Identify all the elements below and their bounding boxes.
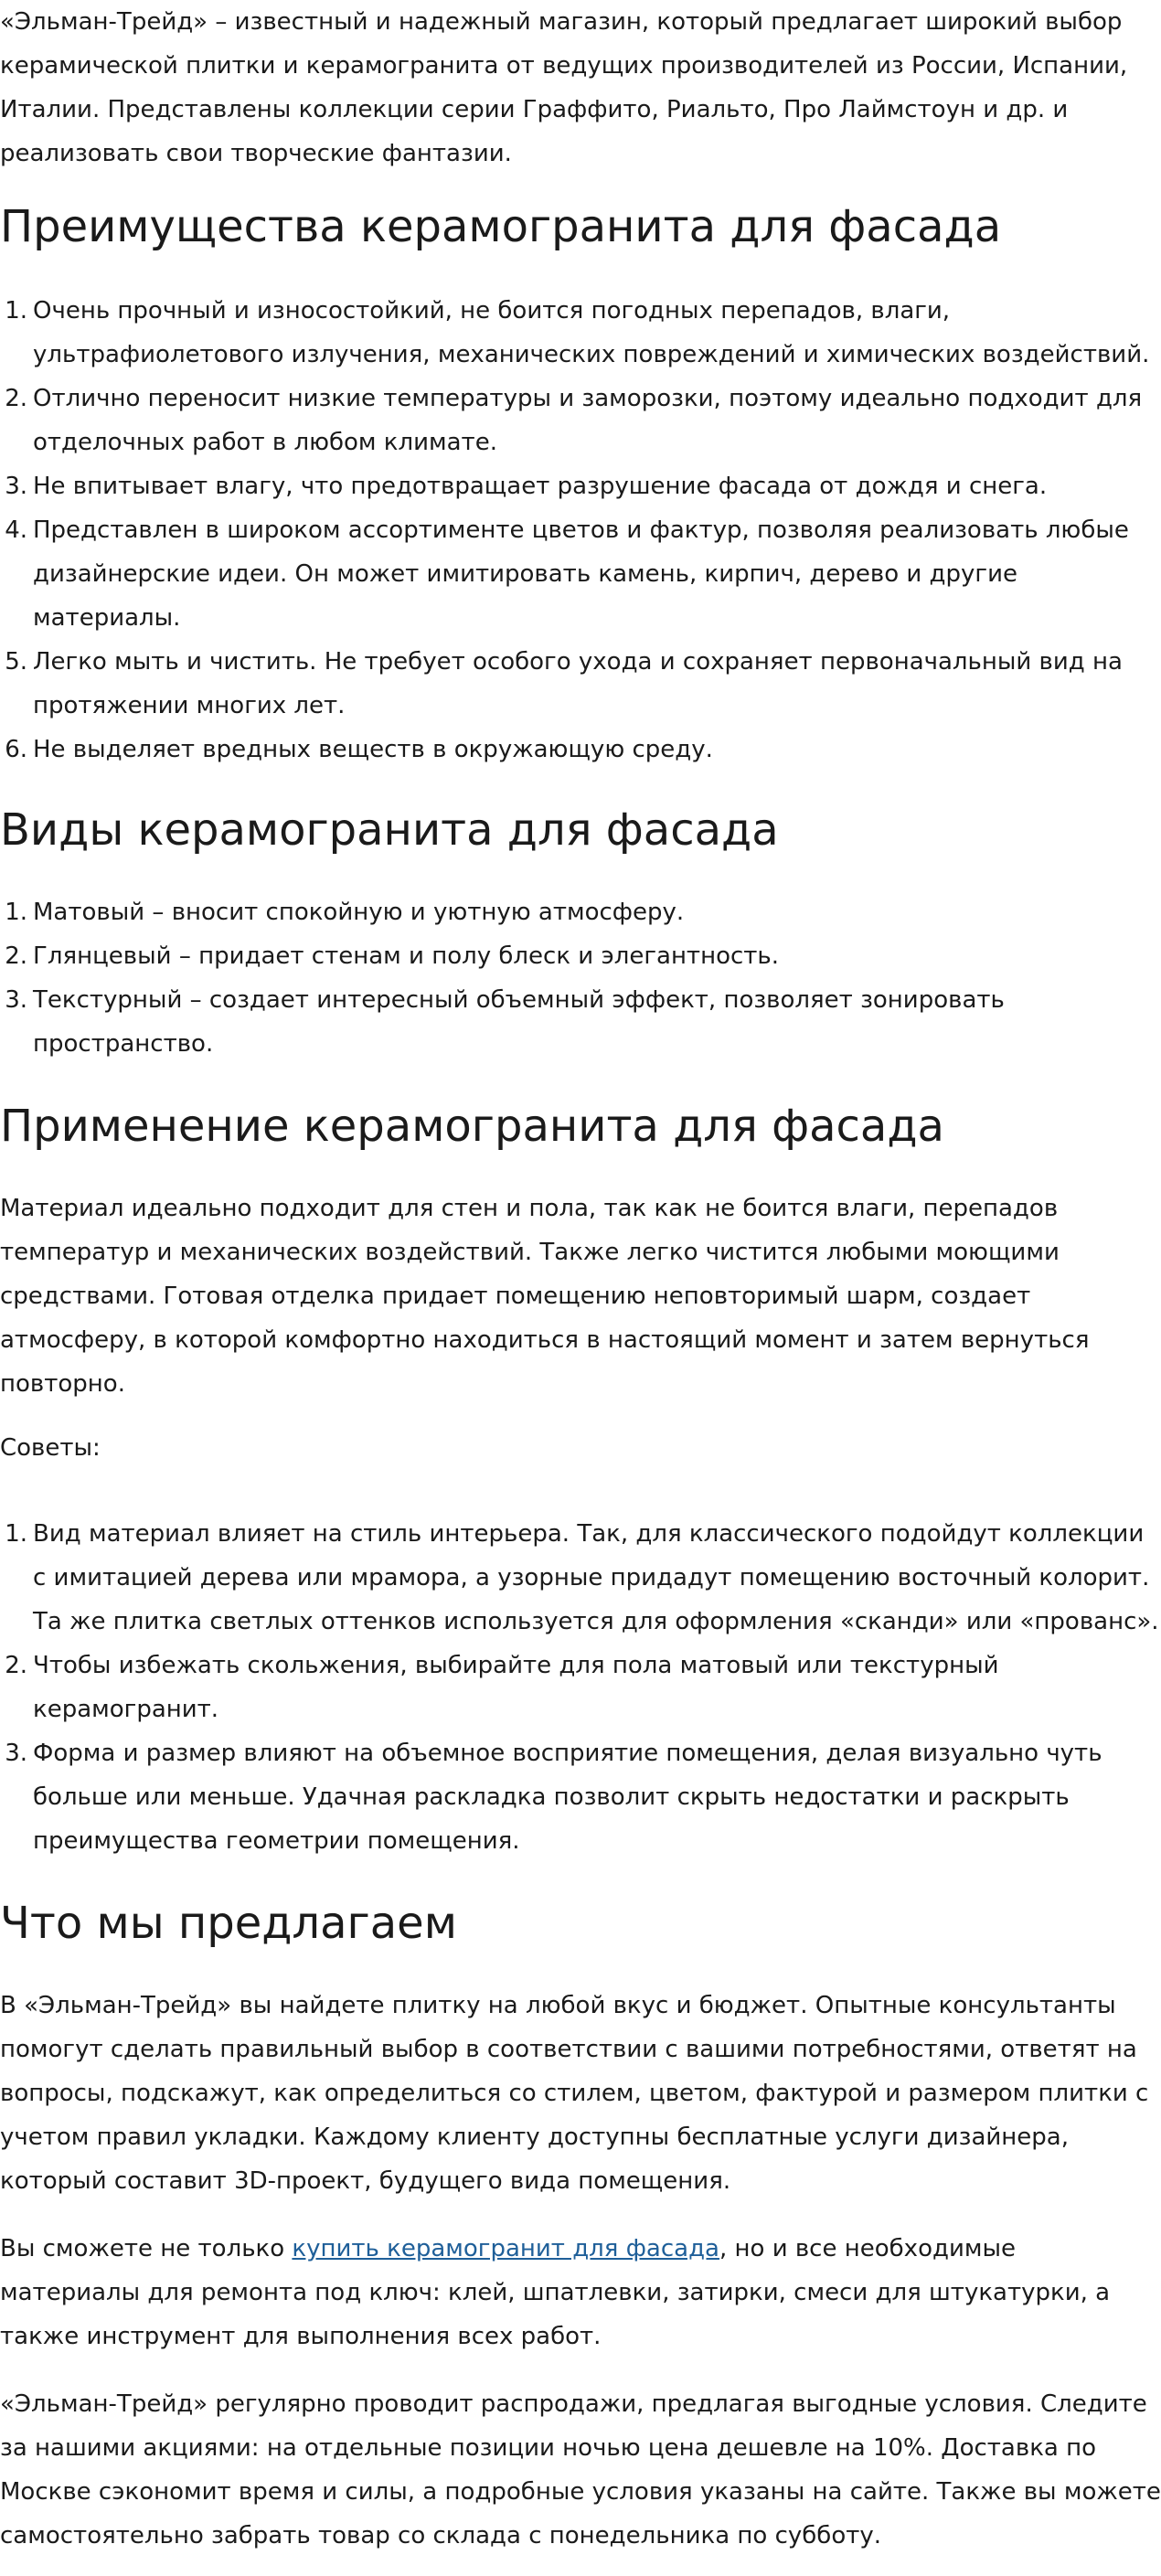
list-item-text: Легко мыть и чистить. Не требует особого ухода и сохраняет первоначальный вид на протяжении многих лет.: [33, 648, 1123, 719]
tips-label: Советы:: [0, 1434, 101, 1462]
advantages-list: [0, 289, 1161, 772]
offer-paragraph-3: «Эльман-Трейд» регулярно проводит распродажи, предлагая выгодные условия. Следите за нашими акциями: на отдельные позиции ночью цена дешевле на 10%. Доставка по Москве сэкономит время и силы, а подробные условия указаны на сайте. Также вы можете самостоятельно забрать товар со склада с понедельника по субботу.: [0, 2390, 1161, 2549]
list-number: 2.: [5, 942, 27, 970]
list-item-text: Вид материал влияет на стиль интерьера. Так, для классического подойдут коллекции с имитацией дерева или мрамора, а узорные придадут помещению восточный колорит. Та же плитка светлых оттенков используется для оформления «сканди» или «прованс».: [33, 1520, 1159, 1635]
list-number: 2.: [5, 385, 27, 412]
list-number: 1.: [5, 899, 27, 926]
list-number: 6.: [5, 736, 27, 763]
list-item: [5, 464, 1161, 508]
list-number: 2.: [5, 1652, 27, 1679]
list-item-text: Не выделяет вредных веществ в окружающую среду.: [33, 736, 713, 763]
tips-list: [0, 1512, 1161, 1863]
list-item: [5, 978, 1161, 1066]
list-item: [5, 508, 1161, 640]
list-item: [5, 640, 1161, 728]
intro-paragraph: «Эльман-Трейд» – известный и надежный магазин, который предлагает широкий выбор керамической плитки и керамогранита от ведущих производителей из России, Испании, Италии. Представлены коллекции серии Граффито, Риальто, Про Лаймстоун и др. и реализовать свои творческие фантазии.: [0, 8, 1128, 167]
buy-facade-porcelain-link[interactable]: купить керамогранит для фасада: [292, 2235, 719, 2262]
list-number: 1.: [5, 297, 27, 325]
list-number: 5.: [5, 648, 27, 676]
list-item-text: Чтобы избежать скольжения, выбирайте для пола матовый или текстурный керамогранит.: [33, 1652, 999, 1723]
types-list: [0, 890, 1161, 1066]
list-item: [5, 1731, 1161, 1863]
offer-paragraph-2: [0, 2227, 1161, 2358]
list-item-text: Матовый – вносит спокойную и уютную атмосферу.: [33, 899, 685, 926]
list-item-text: Представлен в широком ассортименте цветов и фактур, позволяя реализовать любые дизайнерские идеи. Он может имитировать камень, кирпич, дерево и другие материалы.: [33, 516, 1129, 632]
list-item: [5, 1512, 1161, 1644]
list-number: 3.: [5, 473, 27, 500]
types-heading: Виды керамогранита для фасада: [0, 804, 779, 856]
list-item-text: Не впитывает влагу, что предотвращает разрушение фасада от дождя и снега.: [33, 473, 1048, 500]
list-item: [5, 377, 1161, 464]
offer-paragraph-2-start: Вы сможете не только: [0, 2235, 293, 2262]
list-item: [5, 289, 1161, 377]
list-item-text: Очень прочный и износостойкий, не боится погодных перепадов, влаги, ультрафиолетового излучения, механических повреждений и химических воздействий.: [33, 297, 1150, 368]
list-item: [5, 728, 1161, 772]
usage-paragraph: Материал идеально подходит для стен и пола, так как не боится влаги, перепадов температур и механических воздействий. Также легко чистится любыми моющими средствами. Готовая отделка придает помещению неповторимый шарм, создает атмосферу, в которой комфортно находиться в настоящий момент и затем вернуться повторно.: [0, 1195, 1090, 1398]
list-item: [5, 934, 1161, 978]
usage-heading: Применение керамогранита для фасада: [0, 1101, 944, 1152]
list-number: 1.: [5, 1520, 27, 1548]
list-item: [5, 1644, 1161, 1731]
offer-paragraph-1: В «Эльман-Трейд» вы найдете плитку на любой вкус и бюджет. Опытные консультанты помогут сделать правильный выбор в соответствии с вашими потребностями, ответят на вопросы, подскажут, как определиться со стилем, цветом, фактурой и размером плитки с учетом правил укладки. Каждому клиенту доступны бесплатные услуги дизайнера, который составит 3D-проект, будущего вида помещения.: [0, 1992, 1149, 2195]
list-item-text: Форма и размер влияют на объемное восприятие помещения, делая визуально чуть больше или меньше. Удачная раскладка позволит скрыть недостатки и раскрыть преимущества геометрии помещения.: [33, 1740, 1102, 1855]
offer-heading: Что мы предлагаем: [0, 1898, 457, 1949]
list-item-text: Глянцевый – придает стенам и полу блеск и элегантность.: [33, 942, 780, 970]
list-number: 4.: [5, 516, 27, 544]
list-item: [5, 890, 1161, 934]
list-item-text: Текстурный – создает интересный объемный эффект, позволяет зонировать пространство.: [33, 986, 1005, 1058]
list-number: 3.: [5, 1740, 27, 1767]
offer-paragraph-2-end: , но и все необходимые материалы для ремонта под ключ: клей, шпатлевки, затирки, смеси для штукатурки, а также инструмент для выполнения всех работ.: [0, 2235, 1111, 2350]
list-item-text: Отлично переносит низкие температуры и заморозки, поэтому идеально подходит для отделочных работ в любом климате.: [33, 385, 1143, 456]
advantages-heading: Преимущества керамогранита для фасада: [0, 201, 1002, 252]
list-number: 3.: [5, 986, 27, 1014]
